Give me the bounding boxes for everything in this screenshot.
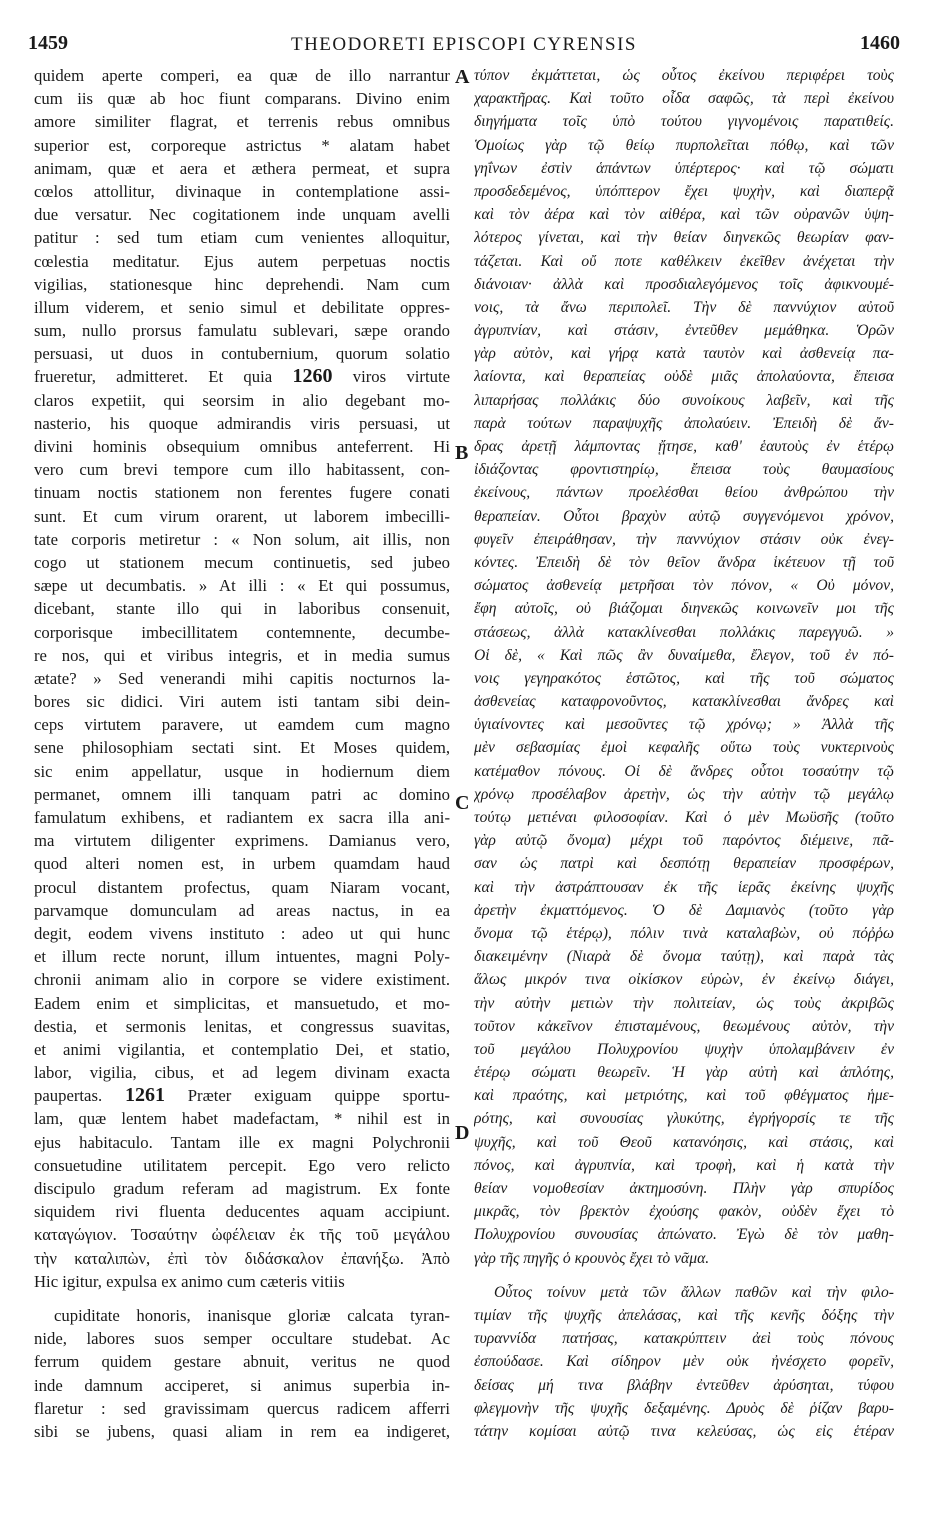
greek-text-line: θεραπείαν. Οὗτοι βραχὺν αὐτῷ συγγενόμενοι χρόνον,	[474, 507, 894, 525]
latin-text-line: due versatur. Nec cogitationem inde unquam avelli	[34, 205, 450, 225]
greek-text-line: προσδεδεμένος, ὑπόπτερον ἔχει ψυχὴν, καὶ διαπερᾷ	[474, 182, 894, 200]
latin-text-line: ferrum quidem gestare abnuit, veritus ne quod	[34, 1352, 450, 1372]
greek-text-line: φυγεῖν ἐπειράθησαν, τὴν παννύχιον στάσιν οὐκ ἐνεγ-	[474, 530, 894, 548]
latin-text-line: ætate? » Sed venerandi mihi capitis nocturnos la-	[34, 668, 450, 688]
latin-text-line: cupiditate honoris, inanisque gloriæ calcata tyran-	[54, 1305, 450, 1325]
margin-letter-c: C	[455, 792, 470, 814]
latin-text-line: persuasi, ut duos in contubernium, quorum solatio	[34, 344, 450, 364]
greek-text-line: λαίοντα, καὶ θεραπείας οὐδὲ μιᾶς ἀπολαύοντα, ἔπεισα	[474, 368, 894, 386]
column-mark: 1261	[124, 1084, 165, 1107]
greek-text-line: καὶ πραότης, καὶ μετριότης, καὶ τοῦ φθέγματος ἡμε-	[474, 1087, 894, 1105]
greek-text-line: κόντες. Ἐπειδὴ δὲ τὸν θεῖον ἄνδρα ἱκέτευον τῇ τοῦ	[474, 553, 894, 571]
latin-text-line: famulatum exhibens, et radiantem ex sacra illa ani-	[34, 808, 450, 827]
latin-text-line: vero cum brevi tempore cum illo habitassent, con-	[34, 460, 450, 480]
latin-text-line: quidem aperte comperi, ea quæ de illo narrantur	[34, 66, 450, 85]
greek-text-line: γὰρ τῆς πηγῆς ὁ κρουνὸς ἔχει τὸ νᾶμα.	[474, 1249, 710, 1267]
latin-text-line: chronii animam alio in corpore se videre existiment.	[34, 970, 450, 990]
greek-text-line: σαν ὡς πατρὶ καὶ δεσπότῃ θεραπείαν προσφέρων,	[474, 855, 894, 873]
latin-text-line: claros expetiit, qui seorsim in alio degebant mo-	[34, 390, 450, 410]
greek-text-line: ἀσθενείας καταφρονοῦντος, κατακλίνεσθαι ἄνδρες καὶ	[474, 693, 894, 711]
latin-text-line: amore similiter flagrat, et terrenis rebus omnibus	[34, 112, 450, 132]
greek-text-line: μὲν σεβασμίας ἐμοὶ κεφαλῆς οὕτω τοὺς νυκτερινοὺς	[474, 739, 894, 757]
greek-text-line: τοῦτον κἀκεῖνον ἐπισταμένους, θεωμένους αὐτὸν, τὴν	[474, 1017, 894, 1035]
greek-text-line: ὑγιαίνοντες καὶ μεσοῦντες τῷ χρόνῳ; » Ἀλλὰ τῆς	[474, 716, 894, 734]
margin-letter-a: A	[455, 66, 470, 88]
latin-text-line: degit, eodem vivens instituto : adeo ut qui hunc	[34, 923, 450, 943]
page-header	[28, 32, 900, 62]
greek-text-line: γηΐνων ἐστὶν ἁπάντων ὑπέρτερος· καὶ τῷ σώματι	[474, 159, 894, 177]
latin-text-line: paupertas. 1261 Præter exiguam quippe sportu-	[34, 1084, 450, 1107]
latin-text-line: divini hominis obsequium omnibus anteferrent. Hi	[34, 437, 450, 456]
latin-text-line: bores sic didici. Viri autem isti tantam sibi dein-	[34, 692, 450, 712]
latin-text-line: et animi vigilantia, et contemplatio Dei, et statio,	[34, 1039, 450, 1059]
running-title: THEODORETI EPISCOPI CYRENSIS	[290, 34, 638, 55]
greek-text-line: καὶ τὸν ἀέρα καὶ τὸν αἰθέρα, καὶ τῶν οὐρανῶν ὑψη-	[474, 206, 894, 224]
latin-text-line: quod alteri nomen est, in urbem quamdam haud	[34, 854, 450, 874]
latin-text-line: tate corporis metiretur : « Non solum, ait illis, non	[34, 529, 450, 549]
greek-text-line: Οὗτος τοίνυν μετὰ τῶν ἄλλων παθῶν καὶ τὴν φιλο-	[494, 1283, 894, 1301]
greek-text-line: τιμίαν τῆς ψυχῆς ἀπελάσας, καὶ τῆς κενῆς δόξης τὴν	[474, 1306, 894, 1324]
greek-text-line: γὰρ αὐτῷ ὄνομα) μέχρι τοῦ παρόντος διέμεινε, πᾶ-	[474, 832, 894, 850]
greek-text-line: τυραννίδα πατήσας, κατακρύπτειν ἀεὶ τοὺς πόνους	[474, 1330, 894, 1348]
latin-column	[34, 64, 450, 1443]
greek-text-line: Ὁμοίως γὰρ τῷ θείῳ πυρπολεῖται πόθῳ, καὶ τῶν	[474, 136, 894, 154]
latin-text-line: frueretur, admitteret. Et quia 1260 viros virtute	[34, 365, 450, 388]
greek-text-line: νοις γεγηρακότος ἑστῶτος, καὶ τῆς τοῦ σώματος	[474, 669, 894, 687]
greek-text-line: τάτην κομίσαι αὐτῷ τινα κελεύσας, ὡς εἰς ἑτέραν	[474, 1422, 894, 1440]
greek-text-line: πόνος, καὶ ἀγρυπνία, καὶ τροφὴ, καὶ ἡ κατὰ τὴν	[474, 1156, 894, 1174]
greek-text-line: ἀγρυπνίαν, καὶ στάσιν, ἐντεῦθεν μεμάθηκα. Ὁρῶν	[474, 322, 894, 340]
latin-text-line: dicebant, stante illo qui in laboribus consenuit,	[34, 599, 450, 619]
latin-text-line: lam, quæ lentem habet madefactam, * nihil est in	[34, 1109, 450, 1129]
greek-text-line: λιπαρήσας πολλάκις δύο συνοίκους λαβεῖν, καὶ τῆς	[474, 391, 894, 409]
latin-text-line: labor, vigilia, cibus, et ad legem divinam exacta	[34, 1063, 450, 1083]
latin-text-line: cœlos attollitur, divinaque in contemplatione assi-	[34, 181, 450, 201]
paragraph-gap	[474, 1270, 894, 1281]
latin-text-line: Eadem enim et simplicitas, et mansuetudo, et mo-	[34, 993, 450, 1013]
latin-text-line: vigilias, stationesque hinc deprehendi. Nam cum	[34, 274, 450, 294]
latin-text-line: ejus habitaculo. Tantam ille ex magni Polychronii	[34, 1132, 450, 1152]
greek-text-line: δείσας μή τινα βλάβην ἐντεῦθεν ἀρύσηται, τύφου	[474, 1376, 894, 1394]
greek-text-line: φλεγμονὴν τῆς ψυχῆς δεξαμένης. Δρυὸς δὲ ῥίζαν βαρυ-	[474, 1399, 894, 1417]
greek-text-line: διηγήματα τοῖς ὑπὸ τούτου γιγνομένοις παρατιθείς.	[474, 113, 894, 131]
greek-text-line: ὄνομα τῷ ἑτέρῳ), πόλιν τινὰ καταλαβὼν, οὐ πόῤῥω	[474, 924, 894, 942]
latin-text-line: sum, nullo prorsus famulatu sublevari, sæpe orando	[34, 321, 450, 341]
greek-text-line: χρόνῳ προσέλαβον ἀρετὴν, ὡς τὴν αὐτὴν τῷ μεγάλῳ	[474, 785, 894, 803]
page-number-right: 1460	[860, 32, 900, 54]
latin-text-line: cogo ut stationem mecum continuetis, sed jubeo	[34, 552, 450, 572]
latin-text-line: siquidem rivi fluenta deducentes aquam accipiunt.	[34, 1202, 450, 1222]
margin-letter-b: B	[455, 442, 469, 464]
latin-text-line: superior est, corporeque astrictus * alatam habet	[34, 135, 450, 155]
greek-text-line: δρας ἀρετῇ λάμποντας ᾔτησε, καθ' ἑαυτοὺς ἐν ἑτέρῳ	[474, 438, 894, 455]
greek-text-line: ἀρετὴν ἐκματτόμενος. Ὁ δὲ Δαμιανὸς (τοῦτο γὰρ	[474, 901, 894, 919]
latin-text-line: animam, quæ et aera et æthera permeat, et supra	[34, 158, 450, 178]
latin-text-line: ma virtutem diligenter exprimens. Damianus vero,	[34, 831, 450, 851]
latin-text-line: inde damnum acciperet, si animus superbia in-	[34, 1375, 450, 1395]
latin-text-line: sibi se jubens, quasi aliam in rem ea indigeret,	[34, 1421, 450, 1441]
latin-text-line: flaretur : sed gravissimam quercus radicem afferri	[34, 1398, 450, 1418]
greek-text-line: νοις, τὰ ἄνω περιπολεῖ. Τὴν δὲ παννύχιον αὐτοῦ	[474, 298, 894, 316]
latin-text-line: re nos, qui et viribus integris, et in media sumus	[34, 645, 450, 665]
greek-text-line: τούτῳ μετιέναι φιλοσοφίαν. Καὶ ὁ μὲν Μωϋσῆς (τοῦτο	[474, 809, 894, 826]
paragraph-gap	[34, 1293, 450, 1304]
latin-text-line: parvamque domunculam ad areas nactus, in ea	[34, 900, 450, 920]
latin-text-line: καταγώγιον. Τοσαύτην ὠφέλειαν ἐκ τῆς τοῦ μεγάλου	[34, 1225, 450, 1245]
latin-text-line: cœlestia meditatur. Ejus autem perpetuas noctis	[34, 251, 450, 271]
latin-text-line: cum iis quæ ab hoc fiunt comparans. Divino enim	[34, 89, 450, 109]
latin-text-line: permanet, omnem illi tanquam patri ac domino	[34, 784, 450, 804]
latin-text-line: illum viderem, et senio simul et debilitate oppres-	[34, 297, 450, 317]
latin-text-line: nide, labores suos semper occultare studebat. Ac	[34, 1329, 450, 1349]
latin-text-line: patitur : sed tum etiam cum venientes alloquitur,	[34, 228, 450, 248]
greek-text-line: ψυχῆς, καὶ τοῦ Θεοῦ κατανόησις, καὶ στάσις, καὶ	[474, 1133, 894, 1151]
greek-text-line: ἔφη αὐτοῖς, οὐ βιάζομαι διηνεκῶς κοινωνεῖν μοι τῆς	[474, 600, 894, 618]
margin-letter-d: D	[455, 1122, 470, 1144]
greek-text-line: τάζεται. Καὶ οὔ ποτε καθέλκειν ἐκεῖθεν ἀνέχεται τὴν	[474, 252, 894, 270]
greek-text-line: μικρᾶς, τὸν βρεκτὸν ἐχούσης φακὸν, οὐδὲν ἔχει τὸ	[474, 1203, 894, 1221]
greek-text-line: κατέμαθον πόνους. Οἱ δὲ ἄνδρες οὗτοι τοσαύτην τῷ	[474, 762, 894, 780]
latin-text-line: destia, et sermonis lenitas, et congressus suavitas,	[34, 1016, 450, 1036]
greek-text-line: διάνοιαν· ἀλλὰ καὶ προσδιαλεγόμενος τοῖς ἀφικνουμέ-	[474, 275, 894, 293]
greek-text-line: Πολυχρονίου συνουσίας ἀπώνατο. Ἐγὼ δὲ τὸν μαθη-	[474, 1226, 894, 1244]
latin-text-line: corporisque imbecillitatem contemnente, decumbe-	[34, 622, 450, 642]
greek-text-line: ἅλως μικρόν τινα οἰκίσκον εὑρὼν, ἐν ἐκείνῳ διάγει,	[474, 971, 894, 989]
greek-text-line: Οἱ δὲ, « Καὶ πῶς ἂν δυναίμεθα, ἔλεγον, τοῦ ἐν πό-	[474, 646, 894, 664]
latin-text-line: ceps virtutem paravere, ut eamdem cum magno	[34, 715, 450, 735]
column-mark: 1260	[292, 365, 333, 388]
latin-text-line: et illum recte norunt, illum intuentes, magni Poly-	[34, 947, 450, 967]
greek-text-line: λότερος γίνεται, καὶ τὴν θείαν διηνεκῶς θεωρίαν φαν-	[474, 229, 894, 247]
greek-column	[474, 64, 894, 1443]
greek-text-line: στάσεως, ἀλλὰ κατακλίνεσθαι πολλάκις παρεγγυῶ. »	[474, 623, 894, 641]
latin-text-line: Hic igitur, expulsa ex animo cum cæteris vitiis	[34, 1271, 345, 1291]
greek-text-line: ἑτέρῳ σώματι θεωρεῖν. Ἡ γὰρ αὐτὴ καὶ ἁπλότης,	[474, 1064, 894, 1082]
greek-text-line: χαρακτῆρας. Καὶ τοῦτο οἶδα σαφῶς, τὰ περὶ ἐκείνου	[474, 90, 894, 108]
greek-text-line: ρότης, καὶ συνουσίας γλυκύτης, ἐγρήγορσίς τε τῆς	[474, 1110, 894, 1128]
latin-text-line: consuetudine utilitatem percepit. Ego vero relicto	[34, 1155, 450, 1175]
greek-text-line: γὰρ αὐτὸν, καὶ γήρᾳ κατὰ ταυτὸν καὶ ἀσθενείᾳ πα-	[474, 345, 894, 363]
latin-text-line: sæpe ut decumbatis. » At illi : « Et qui possumus,	[34, 576, 450, 596]
latin-text-line: tinuam noctis stationem non ferentes fugere conati	[34, 483, 450, 503]
greek-text-line: παρὰ τούτων παραψυχῆς ἀπολαύειν. Ἐπειδὴ δὲ ἄν-	[474, 414, 894, 432]
greek-text-line: ἰδιάζοντας φροντιστηρίῳ, ἔπεισα τοὺς θαυμασίους	[474, 461, 894, 479]
greek-text-line: τὴν αὐτὴν μετιὼν τὴν πολιτείαν, ὡς τοὺς ἀκριβῶς	[474, 994, 894, 1012]
greek-text-line: τύπον ἐκμάττεται, ὡς οὗτος ἐκείνου περιφέρει τοὺς	[474, 67, 894, 84]
latin-text-line: sunt. Et cum virum orarent, ut laborem imbecilli-	[34, 506, 450, 526]
latin-text-line: sic enim appellatur, usque in hodiernum diem	[34, 761, 450, 781]
latin-text-line: sene philosophiam sectati sint. Et Moses quidem,	[34, 738, 450, 758]
greek-text-line: καὶ τὴν ἀστράπτουσαν ἐκ τῆς ἱερᾶς ἐκείνης ψυχῆς	[474, 878, 894, 896]
greek-text-line: ἐσπούδασε. Καὶ σίδηρον μὲν οὐκ ἠνέσχετο φορεῖν,	[474, 1353, 894, 1371]
latin-text-line: nasterio, his quoque admirandis viris persuasi, ut	[34, 413, 450, 433]
latin-text-line: discipulo gradum referam ad magistrum. Ex fonte	[34, 1179, 450, 1198]
latin-text-line: procul distantem profectus, quam Niaram vocant,	[34, 877, 450, 897]
greek-text-line: θείαν νομοθεσίαν ἀκτημοσύνη. Πλὴν γὰρ σπυρίδος	[474, 1180, 894, 1197]
greek-text-line: ἐκείνους, πάντων προελέσθαι θείου ἀνθρώπου τὴν	[474, 484, 894, 502]
latin-text-line: τὴν καταλιπὼν, ἐπὶ τὸν διδάσκαλον ἐπανήξω. Ἀπὸ	[34, 1248, 450, 1268]
greek-text-line: τοῦ μεγάλου Πολυχρονίου ψυχὴν ὑπολαμβάνειν ἐν	[474, 1040, 894, 1058]
greek-text-line: σώματος ἀσθενείᾳ μετρῆσαι τὸν πόνον, « Οὐ μόνον,	[474, 577, 894, 595]
page-number-left: 1459	[28, 32, 68, 54]
greek-text-line: διακειμένην (Νιαρὰ δὲ ὄνομα ταύτῃ), καὶ παρὰ τὰς	[474, 948, 894, 966]
